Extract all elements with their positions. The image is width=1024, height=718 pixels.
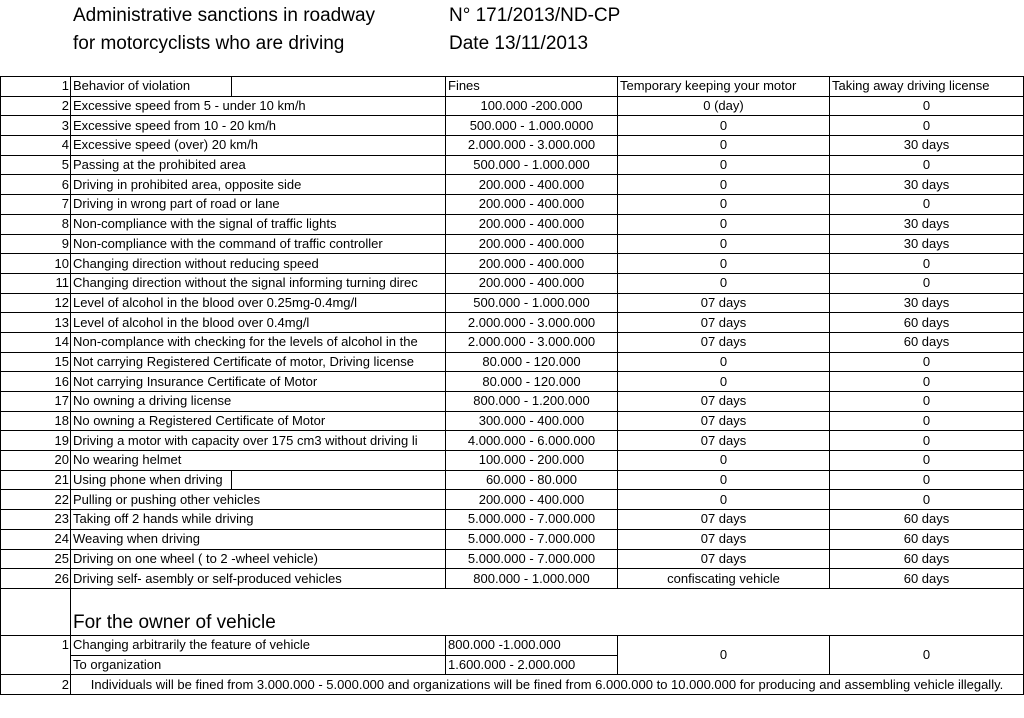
owner-row-1-keeping: 0 — [618, 635, 830, 674]
row-fines-cell: 4.000.000 - 6.000.000 — [446, 431, 618, 451]
row-keeping-cell: 0 — [618, 273, 830, 293]
row-license-cell: 30 days — [830, 234, 1024, 254]
row-behavior-cell: Changing direction without reducing speed — [71, 254, 446, 274]
row-num-cell: 22 — [1, 490, 71, 510]
row-behavior-cell: Driving self- asembly or self-produced vehicles — [71, 569, 446, 589]
row-fines-cell: 2.000.000 - 3.000.000 — [446, 313, 618, 333]
row-fines-cell: 2.000.000 - 3.000.000 — [446, 332, 618, 352]
table-row — [1, 569, 1024, 589]
row-behavior-cell: Weaving when driving — [71, 529, 446, 549]
row-behavior-cell — [71, 470, 446, 490]
row-license-cell: 30 days — [830, 214, 1024, 234]
row-license-cell: 0 — [830, 116, 1024, 136]
row-num-cell: 9 — [1, 234, 71, 254]
row-fines-cell: 800.000 - 1.000.000 — [446, 569, 618, 589]
row-fines-cell: 800.000 - 1.200.000 — [446, 392, 618, 412]
row-num-cell: 8 — [1, 214, 71, 234]
table-row — [1, 372, 1024, 392]
table-row — [1, 352, 1024, 372]
row-behavior-cell: Excessive speed from 10 - 20 km/h — [71, 116, 446, 136]
row-keeping-cell: 07 days — [618, 431, 830, 451]
row-keeping-cell: 07 days — [618, 549, 830, 569]
owner-row-1-fines-2: 1.600.000 - 2.000.000 — [446, 655, 618, 675]
row-license-cell: 30 days — [830, 175, 1024, 195]
row-num-cell: 14 — [1, 332, 71, 352]
owner-row-1-num: 1 — [1, 635, 71, 674]
table-row — [1, 510, 1024, 530]
row-license-cell: 60 days — [830, 569, 1024, 589]
row-num-cell: 20 — [1, 451, 71, 471]
owner-row-1-fines-1: 800.000 -1.000.000 — [446, 635, 618, 655]
decree-number: N° 171/2013/ND-CP — [449, 5, 621, 26]
row-behavior-cell: Non-compliance with the signal of traffic lights — [71, 214, 446, 234]
row-keeping-cell: 0 — [618, 470, 830, 490]
row-keeping-cell: 0 — [618, 116, 830, 136]
table-row — [1, 470, 1024, 490]
header-behavior-label: Behavior of violation — [73, 78, 191, 94]
owner-row-2 — [1, 675, 1024, 695]
row-num-cell: 15 — [1, 352, 71, 372]
row-fines-cell: 2.000.000 - 3.000.000 — [446, 136, 618, 156]
row-license-cell: 0 — [830, 352, 1024, 372]
row-fines-cell: 500.000 - 1.000.000 — [446, 155, 618, 175]
row-license-cell: 0 — [830, 273, 1024, 293]
row-num-cell: 12 — [1, 293, 71, 313]
table-row — [1, 431, 1024, 451]
row-keeping-cell: 07 days — [618, 411, 830, 431]
row-behavior-cell: Not carrying Registered Certificate of motor, Driving license — [71, 352, 446, 372]
row-num-cell: 7 — [1, 195, 71, 215]
row-license-cell: 60 days — [830, 510, 1024, 530]
table-row — [1, 332, 1024, 352]
row-fines-cell: 100.000 - 200.000 — [446, 451, 618, 471]
row-fines-cell: 200.000 - 400.000 — [446, 234, 618, 254]
row-license-cell: 30 days — [830, 293, 1024, 313]
table-row — [1, 96, 1024, 116]
owner-heading-num-cell — [1, 588, 71, 635]
row-behavior-text: Using phone when driving — [73, 472, 223, 488]
row-behavior-cell: Not carrying Insurance Certificate of Motor — [71, 372, 446, 392]
row-behavior-cell: Driving in prohibited area, opposite side — [71, 175, 446, 195]
header-keeping-cell: Temporary keeping your motor — [618, 77, 830, 97]
row-license-cell: 0 — [830, 431, 1024, 451]
row-behavior-cell: Changing direction without the signal informing turning direc — [71, 273, 446, 293]
table-row — [1, 214, 1024, 234]
row-behavior-cell: Non-complance with checking for the levels of alcohol in the — [71, 332, 446, 352]
row-license-cell: 60 days — [830, 332, 1024, 352]
header-behavior-cell — [71, 77, 446, 97]
row-fines-cell: 80.000 - 120.000 — [446, 372, 618, 392]
row-license-cell: 30 days — [830, 136, 1024, 156]
row-keeping-cell: 0 — [618, 234, 830, 254]
row-fines-cell: 500.000 - 1.000.000 — [446, 293, 618, 313]
row-num-cell: 4 — [1, 136, 71, 156]
row-num-cell: 16 — [1, 372, 71, 392]
sanctions-sheet — [0, 76, 1024, 695]
decree-date: Date 13/11/2013 — [449, 33, 589, 54]
owner-row-1-behavior-2: To organization — [71, 655, 446, 675]
table-row — [1, 136, 1024, 156]
row-license-cell: 0 — [830, 96, 1024, 116]
table-row — [1, 293, 1024, 313]
row-num-cell: 10 — [1, 254, 71, 274]
row-keeping-cell: 0 — [618, 372, 830, 392]
table-row — [1, 155, 1024, 175]
table-row — [1, 411, 1024, 431]
row-behavior-cell: Taking off 2 hands while driving — [71, 510, 446, 530]
table-row — [1, 175, 1024, 195]
row-fines-cell: 5.000.000 - 7.000.000 — [446, 549, 618, 569]
row-license-cell: 0 — [830, 392, 1024, 412]
row-behavior-cell: Level of alcohol in the blood over 0.25mg-0.4mg/l — [71, 293, 446, 313]
row-keeping-cell: 07 days — [618, 332, 830, 352]
row-fines-cell: 5.000.000 - 7.000.000 — [446, 529, 618, 549]
row-keeping-cell: 0 — [618, 136, 830, 156]
row-license-cell: 0 — [830, 411, 1024, 431]
row-behavior-cell: Passing at the prohibited area — [71, 155, 446, 175]
row-license-cell: 0 — [830, 155, 1024, 175]
row-behavior-cell: No wearing helmet — [71, 451, 446, 471]
row-behavior-cell: Driving in wrong part of road or lane — [71, 195, 446, 215]
row-keeping-cell: 07 days — [618, 510, 830, 530]
table-row — [1, 392, 1024, 412]
row-license-cell: 60 days — [830, 313, 1024, 333]
row-behavior-cell: No owning a Registered Certificate of Motor — [71, 411, 446, 431]
header-row — [1, 77, 1024, 97]
row-num-cell: 5 — [1, 155, 71, 175]
row-behavior-cell: Level of alcohol in the blood over 0.4mg/l — [71, 313, 446, 333]
owner-heading-row — [1, 588, 1024, 635]
row-keeping-cell: 07 days — [618, 529, 830, 549]
row-keeping-cell: 07 days — [618, 293, 830, 313]
owner-row-1a — [1, 635, 1024, 655]
table-row — [1, 549, 1024, 569]
row-num-cell: 21 — [1, 470, 71, 490]
row-fines-cell: 200.000 - 400.000 — [446, 490, 618, 510]
row-license-cell: 0 — [830, 372, 1024, 392]
row-num-cell: 19 — [1, 431, 71, 451]
row-fines-cell: 200.000 - 400.000 — [446, 214, 618, 234]
row-num-cell: 2 — [1, 96, 71, 116]
row-fines-cell: 200.000 - 400.000 — [446, 273, 618, 293]
row-behavior-cell: Driving a motor with capacity over 175 cm3 without driving li — [71, 431, 446, 451]
row-license-cell: 0 — [830, 490, 1024, 510]
row-keeping-cell: 07 days — [618, 392, 830, 412]
title-line-1: Administrative sanctions in roadway — [73, 5, 376, 26]
sanctions-table — [0, 76, 1024, 695]
document-title — [73, 2, 375, 58]
owner-heading-cell: For the owner of vehicle — [71, 588, 1024, 635]
row-num-cell: 13 — [1, 313, 71, 333]
row-keeping-cell: 0 — [618, 254, 830, 274]
table-row — [1, 254, 1024, 274]
decree-reference — [449, 2, 620, 58]
row-behavior-cell: Pulling or pushing other vehicles — [71, 490, 446, 510]
owner-row-1-license: 0 — [830, 635, 1024, 674]
title-line-2: for motorcyclists who are driving — [73, 33, 345, 54]
row-num-cell: 3 — [1, 116, 71, 136]
row-fines-cell: 200.000 - 400.000 — [446, 195, 618, 215]
row-num-cell: 6 — [1, 175, 71, 195]
row-license-cell: 0 — [830, 195, 1024, 215]
row-keeping-cell: 0 — [618, 352, 830, 372]
row-fines-cell: 100.000 -200.000 — [446, 96, 618, 116]
row-num-cell: 23 — [1, 510, 71, 530]
table-row — [1, 116, 1024, 136]
cell-divider — [231, 471, 232, 490]
row-behavior-cell: No owning a driving license — [71, 392, 446, 412]
row-license-cell: 60 days — [830, 529, 1024, 549]
owner-row-2-num: 2 — [1, 675, 71, 695]
row-num-cell: 18 — [1, 411, 71, 431]
row-fines-cell: 80.000 - 120.000 — [446, 352, 618, 372]
row-keeping-cell: 0 — [618, 214, 830, 234]
row-keeping-cell: 0 (day) — [618, 96, 830, 116]
cell-divider — [231, 77, 232, 96]
table-row — [1, 313, 1024, 333]
row-fines-cell: 200.000 - 400.000 — [446, 175, 618, 195]
row-fines-cell: 500.000 - 1.000.0000 — [446, 116, 618, 136]
row-num-cell: 24 — [1, 529, 71, 549]
row-behavior-cell: Excessive speed from 5 - under 10 km/h — [71, 96, 446, 116]
row-keeping-cell: confiscating vehicle — [618, 569, 830, 589]
row-behavior-cell: Excessive speed (over) 20 km/h — [71, 136, 446, 156]
table-row — [1, 234, 1024, 254]
row-behavior-cell: Non-compliance with the command of traffic controller — [71, 234, 446, 254]
owner-row-2-text: Individuals will be fined from 3.000.000 - 5.000.000 and organizations will be fined from 6.000.000 to 10.000.000 for producing and assembling vehicle illegally. — [71, 675, 1024, 695]
row-license-cell: 0 — [830, 470, 1024, 490]
row-keeping-cell: 07 days — [618, 313, 830, 333]
row-fines-cell: 5.000.000 - 7.000.000 — [446, 510, 618, 530]
row-keeping-cell: 0 — [618, 451, 830, 471]
row-keeping-cell: 0 — [618, 175, 830, 195]
header-num-cell: 1 — [1, 77, 71, 97]
row-num-cell: 26 — [1, 569, 71, 589]
header-fines-cell: Fines — [446, 77, 618, 97]
table-row — [1, 490, 1024, 510]
row-behavior-cell: Driving on one wheel ( to 2 -wheel vehicle) — [71, 549, 446, 569]
table-row — [1, 273, 1024, 293]
table-row — [1, 451, 1024, 471]
table-row — [1, 195, 1024, 215]
row-license-cell: 60 days — [830, 549, 1024, 569]
row-license-cell: 0 — [830, 451, 1024, 471]
row-fines-cell: 200.000 - 400.000 — [446, 254, 618, 274]
owner-row-1-behavior-1: Changing arbitrarily the feature of vehicle — [71, 635, 446, 655]
row-num-cell: 11 — [1, 273, 71, 293]
table-row — [1, 529, 1024, 549]
row-fines-cell: 300.000 - 400.000 — [446, 411, 618, 431]
header-license-cell: Taking away driving license — [830, 77, 1024, 97]
row-fines-cell: 60.000 - 80.000 — [446, 470, 618, 490]
row-license-cell: 0 — [830, 254, 1024, 274]
row-keeping-cell: 0 — [618, 490, 830, 510]
row-num-cell: 17 — [1, 392, 71, 412]
row-keeping-cell: 0 — [618, 195, 830, 215]
row-keeping-cell: 0 — [618, 155, 830, 175]
row-num-cell: 25 — [1, 549, 71, 569]
